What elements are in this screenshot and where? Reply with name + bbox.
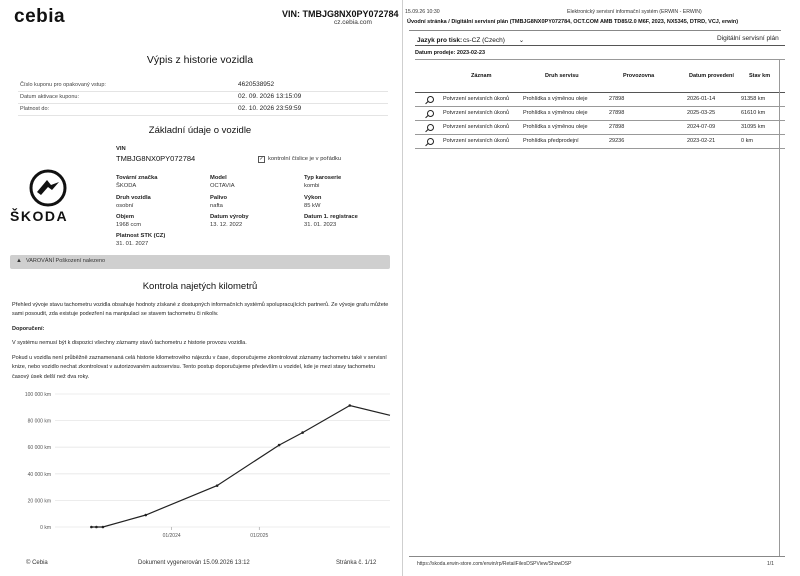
footer-generated: Dokument vygenerován 15.09.2026 13:12: [138, 560, 250, 566]
search-icon[interactable]: [427, 138, 434, 145]
cell-workshop: 27898: [609, 110, 625, 116]
col-header-record: Záznam: [471, 73, 492, 79]
language-select[interactable]: [463, 36, 524, 44]
validity-value: 02. 10. 2026 23:59:59: [238, 105, 302, 112]
footer-page: 1/1: [767, 561, 774, 567]
cell-date: 2024-07-09: [687, 124, 716, 130]
panel-title: Digitální servisní plán: [717, 35, 779, 42]
field-value: kombi: [304, 183, 320, 189]
recommend-paragraph-2: Pokud u vozidla není průběžně zaznamenaná celá historie kilometrového nájezdu v čase, doporučujeme zkontrolovat záznamy tachometru také v servisní knize, nebo vozidlo nechat zkontrolovat v autorizovaném autoservisu. Tento postup doporučujeme především u vozidel, kde je mezi stavy tachometru časový úsek delší než dva roky.: [12, 355, 387, 380]
erwin-service-plan-page: [402, 0, 800, 576]
cell-km: 91358 km: [741, 96, 766, 102]
divider: [415, 148, 785, 149]
field-label: Typ karoserie: [304, 175, 342, 181]
coupon-value: 4620538952: [238, 81, 275, 88]
vin-header: VIN: TMBJG8NX0PY072784: [282, 9, 399, 19]
field-label: Tovární značka: [116, 175, 158, 181]
col-header-service-type: Druh servisu: [545, 73, 579, 79]
col-header-workshop: Provozovna: [623, 73, 655, 79]
data-point: [301, 431, 304, 434]
cell-date: 2026-01-14: [687, 96, 716, 102]
cell-record: Potvrzení servisních úkonů: [443, 124, 510, 130]
breadcrumb: Úvodní stránka / Digitální servisní plán (TMBJG8NX0PY072784, OCT.COM AMB TD85/2.0 M6F, 2023, NX5345, DTRD, VCJ, erwin): [407, 19, 739, 25]
divider: [415, 120, 785, 121]
system-name: Elektronický servisní informační systém (ERWIN - ERWIN): [567, 9, 702, 15]
delivery-date: Datum prodeje: 2023-02-23: [415, 50, 485, 56]
chevron-down-icon: ⌄: [518, 37, 525, 44]
divider: [415, 59, 785, 60]
activation-value: 02. 09. 2026 13:15:09: [238, 93, 302, 100]
basic-info-title: Základní údaje o vozidle: [148, 125, 252, 136]
y-tick-label: 40 000 km: [27, 471, 51, 478]
cell-service-type: Prohlídka s výměnou oleje: [523, 96, 588, 102]
cell-record: Potvrzení servisních úkonů: [443, 138, 510, 144]
divider: [409, 30, 781, 31]
field-label: Datum 1. registrace: [304, 214, 358, 220]
field-value: 1968 ccm: [116, 222, 142, 228]
divider: [415, 45, 785, 46]
language-value: cs-CZ (Czech): [463, 37, 505, 44]
print-datetime: 15.09.26 10:30: [405, 9, 440, 15]
skoda-wordmark: ŠKODA: [10, 208, 69, 224]
footer-brand: © Cebia: [26, 560, 48, 566]
data-point: [278, 444, 281, 447]
search-icon[interactable]: [427, 110, 434, 117]
field-label: Výkon: [304, 195, 322, 201]
scrollbar[interactable]: [779, 60, 780, 556]
language-label: Jazyk pro tisk:: [417, 37, 463, 44]
field-label: Objem: [116, 214, 135, 220]
cell-date: 2023-02-21: [687, 138, 716, 144]
field-value: 31. 01. 2027: [116, 241, 149, 247]
field-label: Druh vozidla: [116, 195, 151, 201]
y-tick-label: 100 000 km: [24, 392, 51, 398]
field-label: Datum výroby: [210, 214, 249, 220]
divider: [18, 103, 388, 104]
data-point: [348, 404, 351, 407]
field-value: 85 kW: [304, 203, 321, 209]
cell-record: Potvrzení servisních úkonů: [443, 96, 510, 102]
header-divider: [415, 92, 785, 93]
mileage-line: [91, 406, 390, 528]
search-icon[interactable]: [427, 124, 434, 131]
x-tick-label: 01/2024: [162, 533, 181, 539]
cell-service-type: Prohlídka předprodejní: [523, 138, 579, 144]
activation-label: Datum aktivace kuponu:: [20, 94, 80, 100]
divider: [409, 556, 785, 557]
cell-workshop: 27898: [609, 124, 625, 130]
skoda-logo-icon: [28, 168, 68, 208]
cell-km: 31095 km: [741, 124, 766, 130]
vin-label: VIN: [116, 146, 126, 152]
field-value: 13. 12. 2022: [210, 222, 243, 228]
cell-workshop: 29236: [609, 138, 625, 144]
y-tick-label: 0 km: [40, 525, 51, 531]
warning-icon: ▲: [16, 258, 22, 264]
field-value: ŠKODA: [116, 183, 137, 189]
check-icon: ✓: [259, 156, 264, 162]
data-point: [216, 484, 219, 487]
col-header-date: Datum provedení: [689, 73, 734, 79]
search-icon[interactable]: [427, 96, 434, 103]
cell-date: 2025-03-25: [687, 110, 716, 116]
footer-page: Stránka č. 1/12: [336, 560, 377, 566]
warning-text: VAROVÁNÍ Poškození nalezeno: [26, 258, 106, 264]
vin-value: TMBJG8NX0PY072784: [116, 154, 196, 163]
y-tick-label: 60 000 km: [27, 445, 51, 452]
cell-km: 0 km: [741, 138, 753, 144]
field-label: Palivo: [210, 195, 228, 201]
km-title: Kontrola najetých kilometrů: [142, 281, 258, 292]
cell-service-type: Prohlídka s výměnou oleje: [523, 124, 588, 130]
divider: [18, 91, 388, 92]
data-point: [102, 526, 105, 529]
field-value: 31. 01. 2023: [304, 222, 337, 228]
x-tick-label: 01/2025: [250, 533, 269, 539]
field-value: osobní: [116, 203, 134, 209]
cebia-logo: cebia: [14, 6, 66, 27]
divider: [415, 106, 785, 107]
warning-banner: [10, 255, 390, 269]
website: cz.cebia.com: [334, 19, 372, 26]
field-label: Model: [210, 175, 227, 181]
y-tick-label: 20 000 km: [27, 498, 51, 505]
recommend-paragraph: V systému nemusí být k dispozici všechny záznamy stavů tachometru z historie provozu vozidla.: [12, 340, 247, 346]
checksum-text: kontrolní číslice je v pořádku: [268, 156, 342, 162]
divider: [415, 134, 785, 135]
validity-label: Platnost do:: [20, 106, 50, 112]
data-point: [95, 526, 98, 529]
field-value: OCTAVIA: [210, 183, 235, 189]
intro-paragraph: Přehled vývoje stavu tachometru vozidla obsahuje hodnoty získané z dostupných informačních systémů spolupracujících partnerů. Ze vývoje grafu můžete sami posoudit, zda existuje podezření na manipulaci se stavem tachometru či nikoliv.: [12, 302, 389, 318]
footer-url: https://skoda.erwin-store.com/erwin/rp/RetailFilesDSPView/ShowDSP: [417, 561, 572, 567]
mileage-chart: [0, 384, 400, 544]
col-header-km: Stav km: [749, 73, 771, 79]
cell-km: 61610 km: [741, 110, 766, 116]
coupon-label: Číslo kuponu pro opakovaný vstup:: [20, 82, 106, 88]
divider: [18, 115, 388, 116]
data-point: [90, 526, 93, 529]
cell-service-type: Prohlídka s výměnou oleje: [523, 110, 588, 116]
cell-workshop: 27898: [609, 96, 625, 102]
recommend-heading: Doporučení:: [12, 326, 45, 332]
data-point: [144, 514, 147, 517]
y-tick-label: 80 000 km: [27, 418, 51, 425]
page-title: Výpis z historie vozidla: [146, 54, 254, 66]
cell-record: Potvrzení servisních úkonů: [443, 110, 510, 116]
field-value: nafta: [210, 203, 223, 209]
field-label: Platnost STK (CZ): [116, 233, 166, 239]
